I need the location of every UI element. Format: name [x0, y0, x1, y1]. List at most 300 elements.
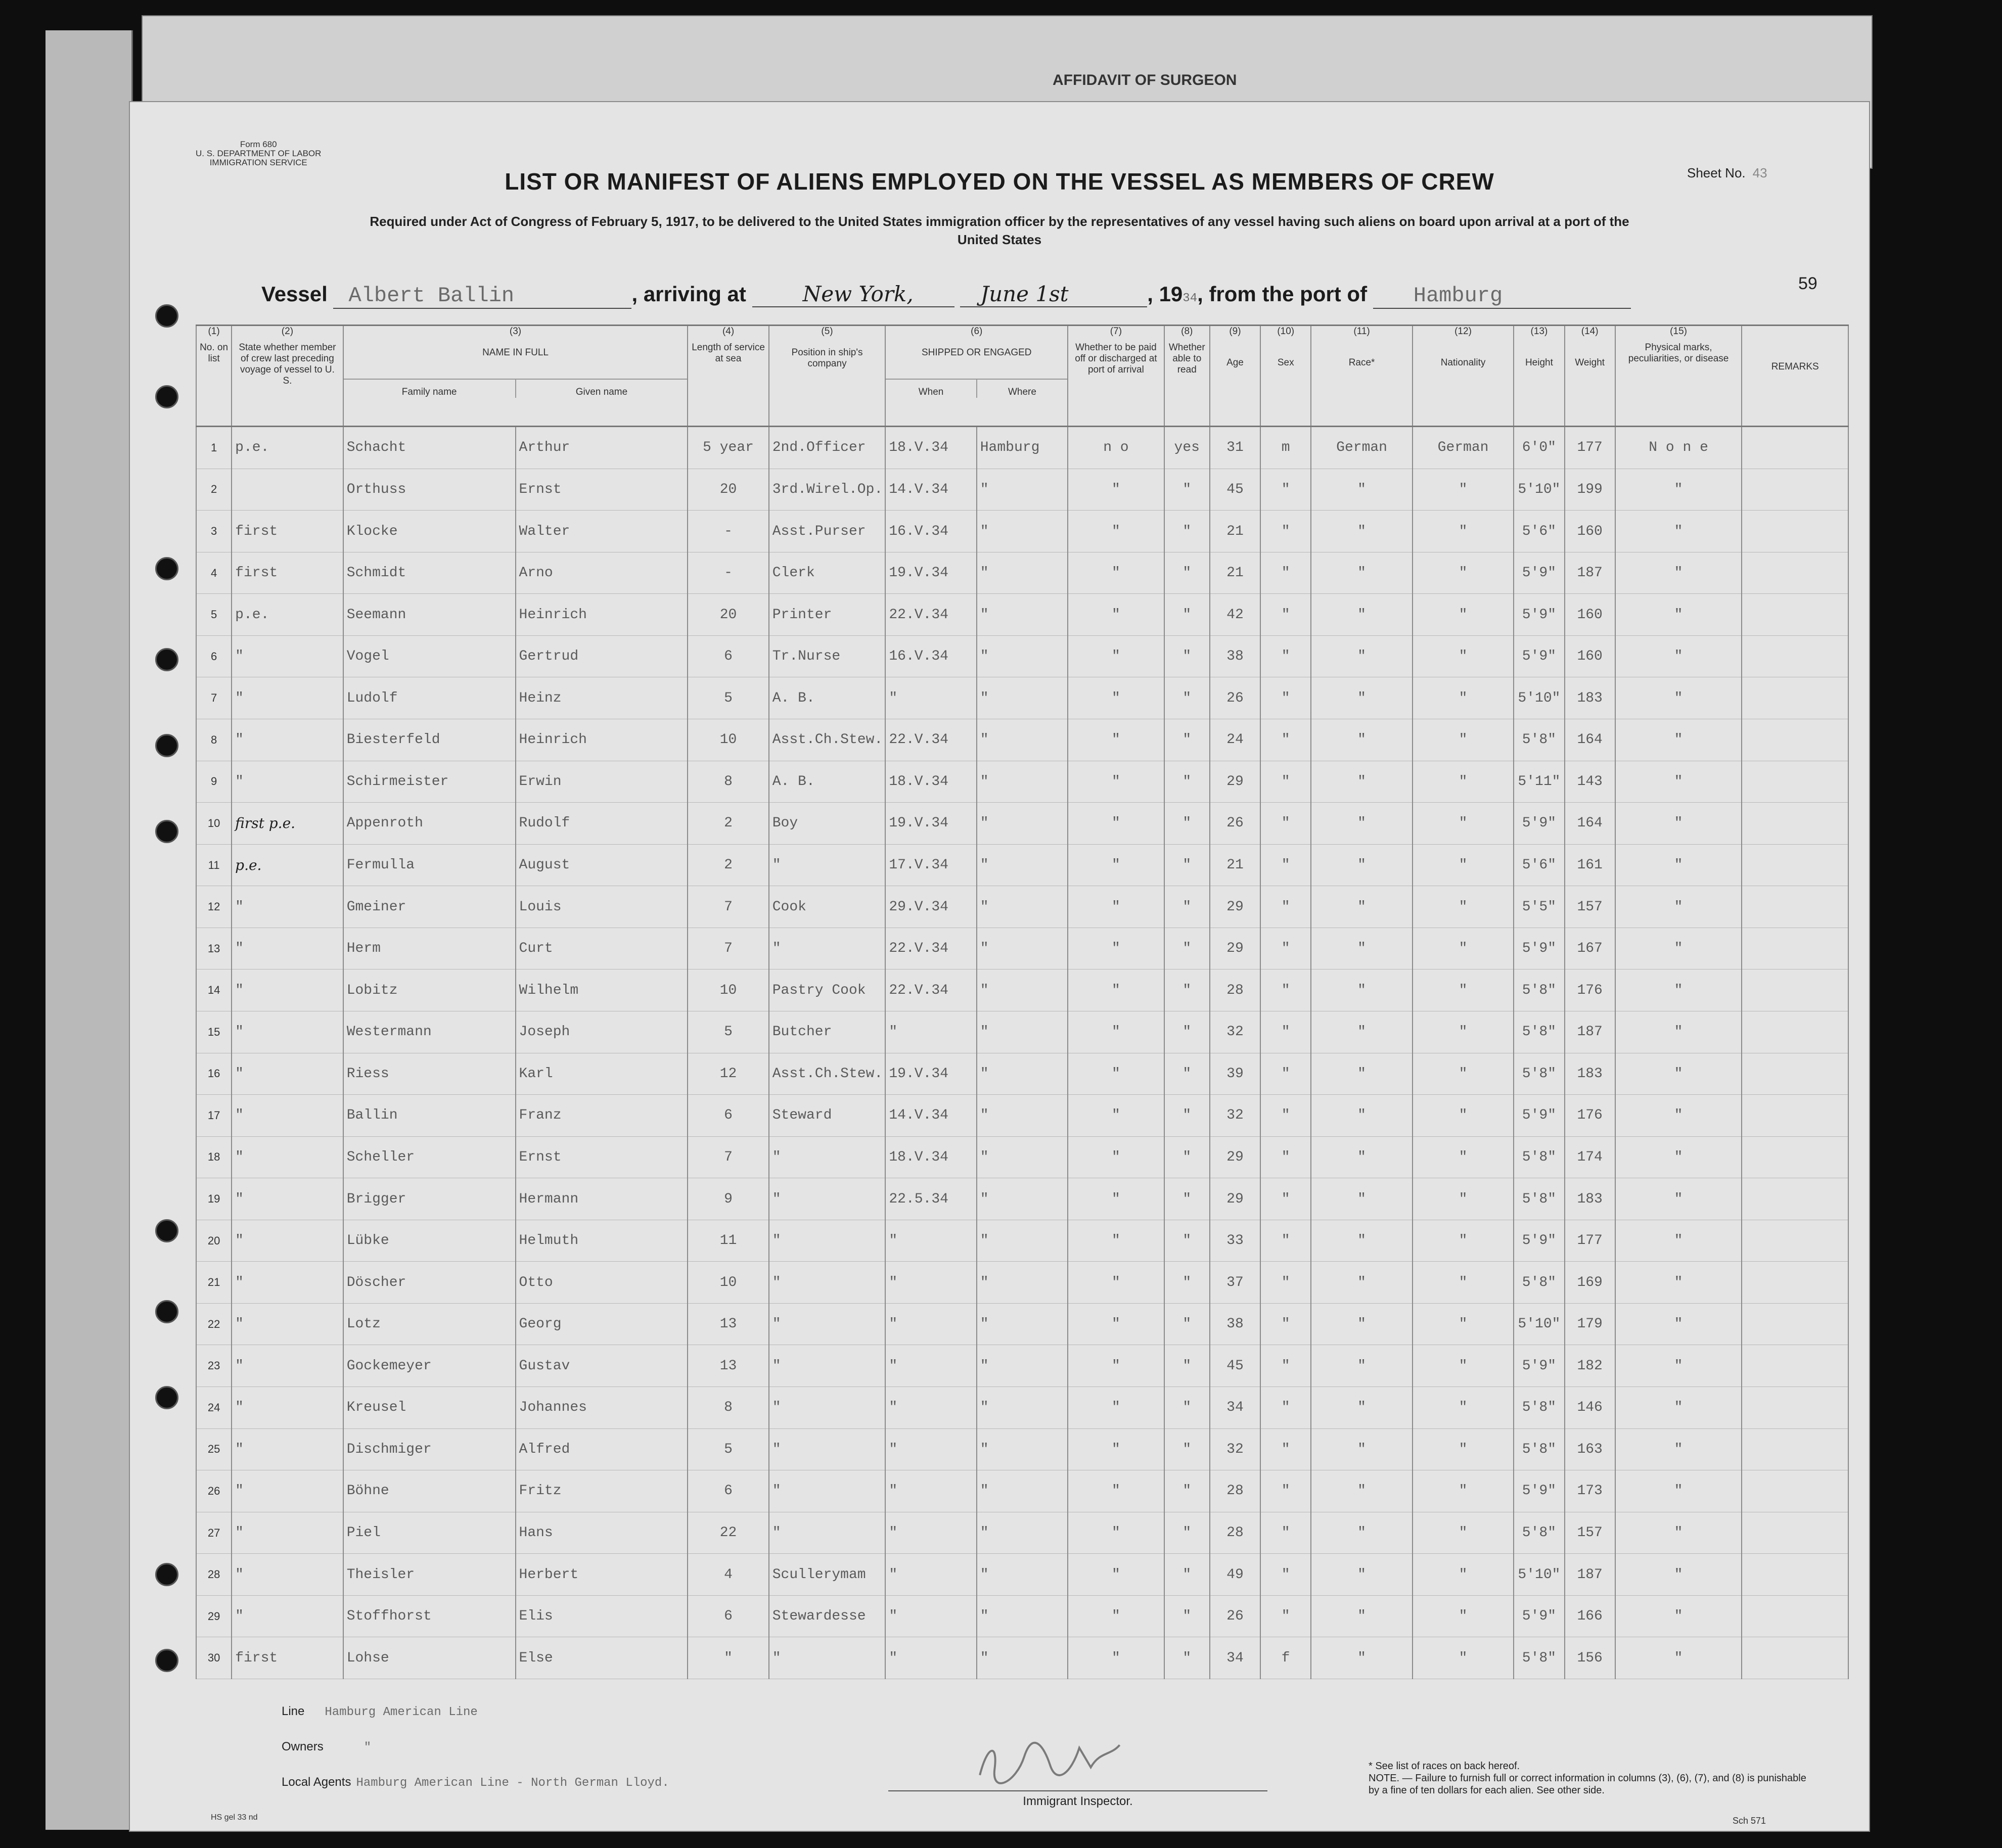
schedule-number: Sch 571	[1733, 1816, 1766, 1826]
paid-off-cell: "	[1068, 552, 1164, 594]
sex-cell: "	[1260, 1470, 1311, 1512]
row-number: 16	[196, 1053, 232, 1095]
race-cell: "	[1311, 1345, 1412, 1387]
row-number: 7	[196, 677, 232, 719]
physical-marks-cell: "	[1615, 803, 1742, 845]
table-row	[196, 844, 1848, 886]
physical-marks-cell: "	[1615, 1262, 1742, 1304]
table-row	[196, 635, 1848, 677]
shipped-where-cell: "	[977, 1262, 1068, 1304]
given-name-cell: Hans	[516, 1512, 688, 1554]
weight-cell: 187	[1565, 1011, 1615, 1053]
family-name-cell: Fermulla	[343, 844, 516, 886]
shipped-where-cell: "	[977, 803, 1068, 845]
able-to-read-cell: "	[1164, 469, 1210, 511]
race-cell: "	[1311, 928, 1412, 969]
able-to-read-cell: "	[1164, 886, 1210, 928]
previous-voyage-cell: first p.e.	[232, 803, 343, 845]
able-to-read-cell: "	[1164, 761, 1210, 803]
physical-marks-cell: "	[1615, 761, 1742, 803]
family-name-cell: Schirmeister	[343, 761, 516, 803]
height-cell: 5'9"	[1514, 1595, 1564, 1637]
departure-port: Hamburg	[1373, 284, 1631, 309]
given-name-cell: Erwin	[516, 761, 688, 803]
crew-manifest-table	[196, 325, 1849, 1679]
remarks-cell	[1742, 1303, 1848, 1345]
table-row	[196, 1512, 1848, 1554]
paid-off-cell: "	[1068, 1595, 1164, 1637]
given-name-cell: Arthur	[516, 427, 688, 469]
given-name-cell: Elis	[516, 1595, 688, 1637]
nationality-cell: "	[1413, 1136, 1514, 1178]
service-length-cell: 8	[688, 761, 768, 803]
paid-off-cell: "	[1068, 469, 1164, 511]
race-cell: "	[1311, 635, 1412, 677]
given-name-cell: Karl	[516, 1053, 688, 1095]
nationality-cell: "	[1413, 1303, 1514, 1345]
physical-marks-cell: "	[1615, 677, 1742, 719]
shipped-when-cell: 18.V.34	[885, 761, 976, 803]
race-cell: "	[1311, 1387, 1412, 1429]
previous-voyage-cell: "	[232, 1053, 343, 1095]
race-cell: "	[1311, 969, 1412, 1011]
race-cell: "	[1311, 552, 1412, 594]
remarks-cell	[1742, 844, 1848, 886]
paid-off-cell: n o	[1068, 427, 1164, 469]
arrival-date: June 1st	[960, 282, 1147, 307]
weight-cell: 176	[1565, 1095, 1615, 1137]
remarks-cell	[1742, 1095, 1848, 1137]
previous-voyage-cell: "	[232, 1554, 343, 1596]
family-name-cell: Riess	[343, 1053, 516, 1095]
able-to-read-cell: "	[1164, 1053, 1210, 1095]
previous-voyage-cell: p.e.	[232, 427, 343, 469]
table-row	[196, 427, 1848, 469]
service-length-cell: 20	[688, 594, 768, 636]
shipped-when-cell: 22.V.34	[885, 719, 976, 761]
nationality-cell: "	[1413, 844, 1514, 886]
height-cell: 5'9"	[1514, 552, 1564, 594]
previous-voyage-cell: first	[232, 511, 343, 552]
previous-voyage-cell: p.e.	[232, 594, 343, 636]
remarks-cell	[1742, 1595, 1848, 1637]
age-cell: 32	[1210, 1095, 1260, 1137]
shipped-when-cell: "	[885, 1512, 976, 1554]
shipped-when-cell: "	[885, 1387, 976, 1429]
given-name-cell: Fritz	[516, 1470, 688, 1512]
race-cell: "	[1311, 594, 1412, 636]
nationality-cell: "	[1413, 511, 1514, 552]
shipped-when-cell: 22.5.34	[885, 1178, 976, 1220]
able-to-read-cell: "	[1164, 1595, 1210, 1637]
height-cell: 5'11"	[1514, 761, 1564, 803]
age-cell: 21	[1210, 552, 1260, 594]
inspector-signature	[972, 1730, 1127, 1799]
family-name-cell: Gmeiner	[343, 886, 516, 928]
weight-cell: 156	[1565, 1637, 1615, 1679]
age-cell: 28	[1210, 1512, 1260, 1554]
col-weight-header: (14) Weight	[1565, 326, 1615, 427]
shipped-where-cell: "	[977, 969, 1068, 1011]
race-cell: "	[1311, 1428, 1412, 1470]
nationality-cell: "	[1413, 1387, 1514, 1429]
previous-voyage-cell: p.e.	[232, 844, 343, 886]
race-cell: "	[1311, 1262, 1412, 1304]
previous-voyage-cell: "	[232, 1220, 343, 1262]
paid-off-cell: "	[1068, 803, 1164, 845]
remarks-cell	[1742, 594, 1848, 636]
service-length-cell: 5	[688, 1428, 768, 1470]
form-number: Form 680	[240, 140, 277, 149]
row-number: 27	[196, 1512, 232, 1554]
height-cell: 5'10"	[1514, 1303, 1564, 1345]
height-cell: 5'9"	[1514, 1345, 1564, 1387]
position-cell: 3rd.Wirel.Op.	[769, 469, 886, 511]
previous-voyage-cell: "	[232, 1595, 343, 1637]
nationality-cell: "	[1413, 803, 1514, 845]
row-number: 30	[196, 1637, 232, 1679]
height-cell: 5'8"	[1514, 1428, 1564, 1470]
able-to-read-cell: "	[1164, 552, 1210, 594]
owners-label: Owners	[282, 1740, 324, 1753]
physical-marks-cell: "	[1615, 469, 1742, 511]
weight-cell: 161	[1565, 844, 1615, 886]
position-cell: Clerk	[769, 552, 886, 594]
family-name-subheader: Family name	[401, 387, 457, 397]
sheet-number	[1687, 165, 1767, 181]
table-row	[196, 761, 1848, 803]
race-cell: "	[1311, 844, 1412, 886]
table-row	[196, 1470, 1848, 1512]
race-cell: "	[1311, 469, 1412, 511]
row-number: 26	[196, 1470, 232, 1512]
shipped-when-cell: "	[885, 1011, 976, 1053]
previous-voyage-cell: "	[232, 928, 343, 969]
punch-hole	[155, 1300, 178, 1323]
physical-marks-cell: "	[1615, 1095, 1742, 1137]
given-name-cell: Heinz	[516, 677, 688, 719]
age-cell: 45	[1210, 469, 1260, 511]
age-cell: 38	[1210, 635, 1260, 677]
col-name-header: (3) NAME IN FULL Family name Given name	[343, 326, 688, 427]
weight-cell: 164	[1565, 719, 1615, 761]
height-cell: 5'8"	[1514, 1136, 1564, 1178]
position-cell: "	[769, 844, 886, 886]
race-cell: "	[1311, 1512, 1412, 1554]
remarks-cell	[1742, 1136, 1848, 1178]
family-name-cell: Seemann	[343, 594, 516, 636]
able-to-read-cell: "	[1164, 1262, 1210, 1304]
row-number: 18	[196, 1136, 232, 1178]
row-number: 20	[196, 1220, 232, 1262]
shipped-when-cell: "	[885, 677, 976, 719]
shipped-when-cell: "	[885, 1470, 976, 1512]
table-row	[196, 1095, 1848, 1137]
weight-cell: 157	[1565, 886, 1615, 928]
position-cell: Printer	[769, 594, 886, 636]
sex-cell: "	[1260, 969, 1311, 1011]
family-name-cell: Lobitz	[343, 969, 516, 1011]
nationality-cell: "	[1413, 635, 1514, 677]
height-cell: 5'6"	[1514, 511, 1564, 552]
paid-off-cell: "	[1068, 511, 1164, 552]
able-to-read-cell: "	[1164, 677, 1210, 719]
row-number: 5	[196, 594, 232, 636]
position-cell: Cook	[769, 886, 886, 928]
age-cell: 38	[1210, 1303, 1260, 1345]
punch-hole	[155, 557, 178, 580]
race-cell: "	[1311, 1470, 1412, 1512]
physical-marks-cell: "	[1615, 1554, 1742, 1596]
fine-note: NOTE. — Failure to furnish full or correct information in columns (3), (6), (7), and (8) is punishable by a fine of ten dollars for each alien. See other side.	[1369, 1773, 1806, 1796]
able-to-read-cell: "	[1164, 635, 1210, 677]
given-name-cell: Rudolf	[516, 803, 688, 845]
nationality-cell: "	[1413, 928, 1514, 969]
table-row	[196, 552, 1848, 594]
physical-marks-cell: "	[1615, 511, 1742, 552]
able-to-read-cell: "	[1164, 1178, 1210, 1220]
previous-voyage-cell: "	[232, 1428, 343, 1470]
shipped-when-cell: 16.V.34	[885, 511, 976, 552]
race-cell: "	[1311, 677, 1412, 719]
sex-cell: "	[1260, 928, 1311, 969]
given-name-cell: Hermann	[516, 1178, 688, 1220]
row-number: 4	[196, 552, 232, 594]
age-cell: 34	[1210, 1637, 1260, 1679]
shipped-when-cell: "	[885, 1345, 976, 1387]
weight-cell: 160	[1565, 511, 1615, 552]
physical-marks-cell: "	[1615, 1595, 1742, 1637]
age-cell: 28	[1210, 1470, 1260, 1512]
shipped-where-cell: "	[977, 1011, 1068, 1053]
paid-off-cell: "	[1068, 761, 1164, 803]
previous-voyage-cell: "	[232, 635, 343, 677]
table-row	[196, 1637, 1848, 1679]
service-length-cell: 2	[688, 844, 768, 886]
physical-marks-cell: "	[1615, 1637, 1742, 1679]
previous-voyage-cell: "	[232, 761, 343, 803]
agents-label: Local Agents	[282, 1775, 351, 1789]
given-name-cell: Herbert	[516, 1554, 688, 1596]
row-number: 25	[196, 1428, 232, 1470]
age-cell: 29	[1210, 1178, 1260, 1220]
age-cell: 26	[1210, 677, 1260, 719]
nationality-cell: "	[1413, 552, 1514, 594]
given-name-cell: Helmuth	[516, 1220, 688, 1262]
able-to-read-cell: "	[1164, 1303, 1210, 1345]
given-name-cell: Gustav	[516, 1345, 688, 1387]
col-nationality-header: (12) Nationality	[1413, 326, 1514, 427]
position-cell: "	[769, 1387, 886, 1429]
service-length-cell: 13	[688, 1345, 768, 1387]
row-number: 1	[196, 427, 232, 469]
weight-cell: 187	[1565, 1554, 1615, 1596]
inspector-label: Immigrant Inspector.	[888, 1790, 1267, 1809]
table-row	[196, 1428, 1848, 1470]
remarks-cell	[1742, 1011, 1848, 1053]
row-number: 9	[196, 761, 232, 803]
position-cell: Boy	[769, 803, 886, 845]
given-name-cell: Otto	[516, 1262, 688, 1304]
able-to-read-cell: "	[1164, 1387, 1210, 1429]
remarks-cell	[1742, 761, 1848, 803]
remarks-cell	[1742, 1470, 1848, 1512]
sex-cell: "	[1260, 1220, 1311, 1262]
previous-voyage-cell: "	[232, 677, 343, 719]
height-cell: 5'8"	[1514, 1512, 1564, 1554]
table-row	[196, 1011, 1848, 1053]
shipped-where-cell: "	[977, 1387, 1068, 1429]
physical-marks-cell: "	[1615, 928, 1742, 969]
physical-marks-cell: "	[1615, 719, 1742, 761]
shipped-where-cell: "	[977, 1178, 1068, 1220]
able-to-read-cell: "	[1164, 1220, 1210, 1262]
col-height-header: (13) Height	[1514, 326, 1564, 427]
row-number: 10	[196, 803, 232, 845]
service-length-cell: 7	[688, 886, 768, 928]
remarks-cell	[1742, 1554, 1848, 1596]
given-name-cell: Else	[516, 1637, 688, 1679]
row-number: 6	[196, 635, 232, 677]
physical-marks-cell: "	[1615, 969, 1742, 1011]
remarks-cell	[1742, 1262, 1848, 1304]
able-to-read-cell: "	[1164, 1136, 1210, 1178]
remarks-cell	[1742, 1428, 1848, 1470]
nationality-cell: "	[1413, 1345, 1514, 1387]
sex-cell: "	[1260, 635, 1311, 677]
service-length-cell: 13	[688, 1303, 768, 1345]
nationality-cell: "	[1413, 761, 1514, 803]
race-cell: "	[1311, 803, 1412, 845]
table-row	[196, 969, 1848, 1011]
able-to-read-cell: "	[1164, 928, 1210, 969]
page-subtitle: Required under Act of Congress of February 5, 1917, to be delivered to the United States immigration officer by the representatives of any vessel having such aliens on board upon arrival at a port of the United States	[370, 214, 1629, 247]
given-name-cell: Curt	[516, 928, 688, 969]
remarks-cell	[1742, 552, 1848, 594]
sex-cell: "	[1260, 761, 1311, 803]
col-sex-header: (10) Sex	[1260, 326, 1311, 427]
weight-cell: 157	[1565, 1512, 1615, 1554]
previous-voyage-cell: first	[232, 552, 343, 594]
position-cell: "	[769, 1512, 886, 1554]
paid-off-cell: "	[1068, 1220, 1164, 1262]
sex-cell: "	[1260, 1262, 1311, 1304]
position-cell: Steward	[769, 1095, 886, 1137]
height-cell: 5'9"	[1514, 635, 1564, 677]
position-cell: "	[769, 1303, 886, 1345]
weight-cell: 164	[1565, 803, 1615, 845]
row-number: 2	[196, 469, 232, 511]
nationality-cell: "	[1413, 969, 1514, 1011]
sex-cell: f	[1260, 1637, 1311, 1679]
given-name-cell: Georg	[516, 1303, 688, 1345]
col-age-header: (9) Age	[1210, 326, 1260, 427]
paid-off-cell: "	[1068, 1095, 1164, 1137]
position-cell: Stewardesse	[769, 1595, 886, 1637]
service-length-cell: 6	[688, 1095, 768, 1137]
nationality-cell: "	[1413, 1428, 1514, 1470]
shipped-when-cell: 19.V.34	[885, 552, 976, 594]
family-name-cell: Klocke	[343, 511, 516, 552]
form-header	[196, 140, 321, 167]
sex-cell: "	[1260, 1554, 1311, 1596]
race-cell: "	[1311, 761, 1412, 803]
weight-cell: 143	[1565, 761, 1615, 803]
agents-value: Hamburg American Line - North German Lloyd.	[356, 1776, 669, 1790]
shipped-when-cell: "	[885, 1637, 976, 1679]
page-number: 59	[1798, 274, 1817, 293]
age-cell: 32	[1210, 1428, 1260, 1470]
shipped-where-cell: Hamburg	[977, 427, 1068, 469]
paid-off-cell: "	[1068, 886, 1164, 928]
remarks-cell	[1742, 1512, 1848, 1554]
sex-cell: "	[1260, 844, 1311, 886]
sex-cell: "	[1260, 886, 1311, 928]
col-paid-off-header: (7) Whether to be paid off or discharged at port of arrival	[1068, 326, 1164, 427]
age-cell: 34	[1210, 1387, 1260, 1429]
nationality-cell: German	[1413, 427, 1514, 469]
shipped-where-cell: "	[977, 677, 1068, 719]
height-cell: 5'9"	[1514, 1220, 1564, 1262]
given-name-cell: Arno	[516, 552, 688, 594]
service-length-cell: 20	[688, 469, 768, 511]
table-row	[196, 1387, 1848, 1429]
sex-cell: "	[1260, 552, 1311, 594]
table-row	[196, 594, 1848, 636]
previous-voyage-cell: "	[232, 719, 343, 761]
age-cell: 24	[1210, 719, 1260, 761]
remarks-cell	[1742, 719, 1848, 761]
family-name-cell: Westermann	[343, 1011, 516, 1053]
physical-marks-cell: "	[1615, 552, 1742, 594]
races-note: * See list of races on back hereof.	[1369, 1761, 1520, 1772]
able-to-read-cell: "	[1164, 1470, 1210, 1512]
height-cell: 5'9"	[1514, 1470, 1564, 1512]
service-length-cell: 7	[688, 928, 768, 969]
sex-cell: "	[1260, 1387, 1311, 1429]
col-race-header: (11) Race*	[1311, 326, 1412, 427]
nationality-cell: "	[1413, 1637, 1514, 1679]
service-length-cell: 10	[688, 719, 768, 761]
table-row	[196, 1554, 1848, 1596]
sex-cell: "	[1260, 1512, 1311, 1554]
agents-row	[282, 1775, 669, 1790]
remarks-cell	[1742, 427, 1848, 469]
height-cell: 5'10"	[1514, 677, 1564, 719]
paid-off-cell: "	[1068, 1262, 1164, 1304]
race-cell: "	[1311, 511, 1412, 552]
left-binding-strip	[46, 30, 133, 1830]
paid-off-cell: "	[1068, 1387, 1164, 1429]
height-cell: 5'9"	[1514, 803, 1564, 845]
row-number: 11	[196, 844, 232, 886]
physical-marks-cell: "	[1615, 1387, 1742, 1429]
row-number: 28	[196, 1554, 232, 1596]
punch-hole	[155, 1219, 178, 1242]
table-row	[196, 511, 1848, 552]
height-cell: 5'8"	[1514, 1637, 1564, 1679]
shipped-where-cell: "	[977, 1554, 1068, 1596]
weight-cell: 199	[1565, 469, 1615, 511]
sex-cell: "	[1260, 1303, 1311, 1345]
service-length-cell: 5 year	[688, 427, 768, 469]
previous-voyage-cell: "	[232, 1470, 343, 1512]
nationality-cell: "	[1413, 1220, 1514, 1262]
line-value: Hamburg American Line	[325, 1705, 478, 1719]
family-name-cell: Theisler	[343, 1554, 516, 1596]
table-row	[196, 469, 1848, 511]
paid-off-cell: "	[1068, 1303, 1164, 1345]
